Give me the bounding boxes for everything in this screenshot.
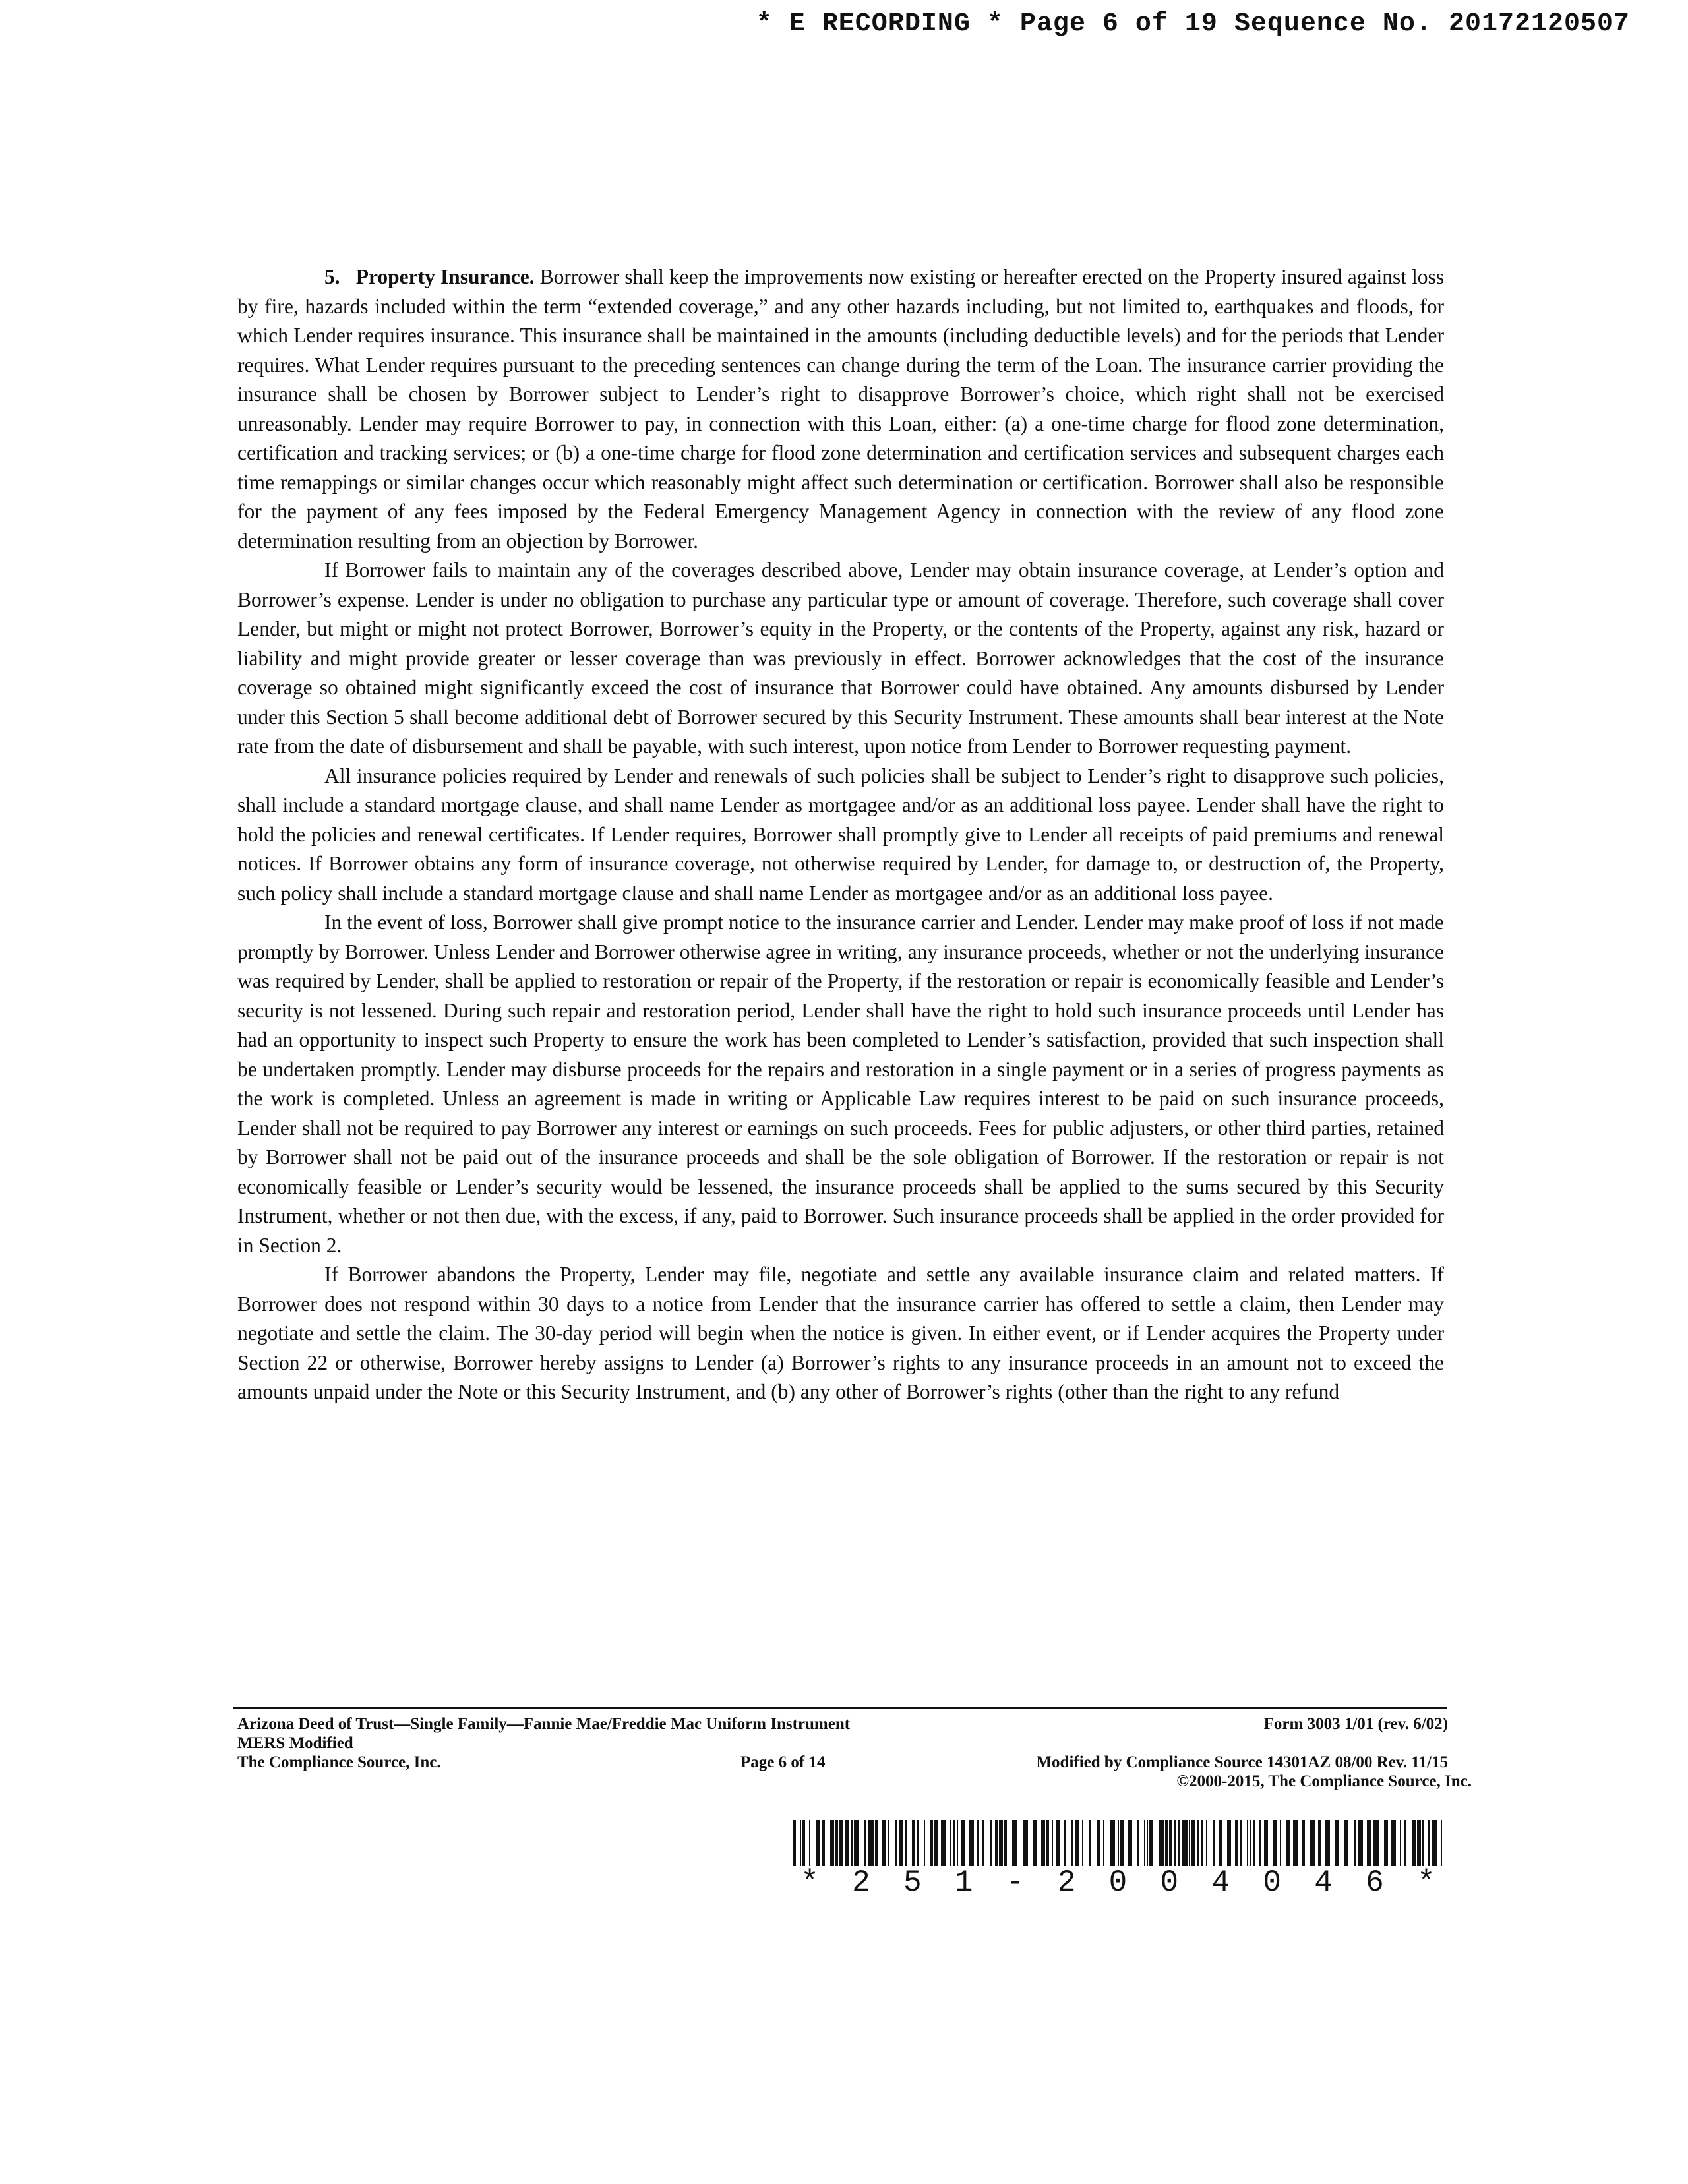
barcode-bar	[1286, 1820, 1290, 1866]
barcode-bar	[1250, 1820, 1251, 1866]
barcode-bar	[1120, 1820, 1124, 1866]
barcode-bar	[1201, 1820, 1203, 1866]
barcode-bar	[924, 1820, 925, 1866]
barcode-bar	[854, 1820, 859, 1866]
barcode-bar	[839, 1820, 843, 1866]
barcode-bar	[888, 1820, 889, 1866]
barcode-bar	[1189, 1820, 1190, 1866]
barcode-char: 1	[954, 1866, 973, 1900]
paragraph-4: In the event of loss, Borrower shall give prompt notice to the insurance carrier and Lender. Lender may make proof of loss if not made promptly by Borrower. Unless Lender and Borrower otherwise agree in writing, any insurance proceeds, whether or not the underlying insurance was required by Lender, shall be applied to restoration or repair of the Property, if the restoration or repair is economically feasible and Lender’s security is not lessened. During such repair and restoration period, Lender shall have the right to hold such insurance proceeds until Lender has had an opportunity to inspect such Property to ensure the work has been completed to Lender’s satisfaction, provided that such inspection shall be undertaken promptly. Lender may disburse proceeds for the repairs and restoration in a single payment or in a series of progress payments as the work is completed. Unless an agreement is made in writing or Applicable Law requires interest to be paid on such insurance proceeds, Lender shall not be required to pay Borrower any interest or earnings on such proceeds. Fees for public adjusters, or other third parties, retained by Borrower shall not be paid out of the insurance proceeds and shall be the sole obligation of Borrower. If the restoration or repair is not economically feasible or Lender’s security would be lessened, the insurance proceeds shall be applied to the sums secured by this Security Instrument, whether or not then due, with the excess, if any, paid to Borrower. Such insurance proceeds shall be applied in the order provided for in Section 2.	[237, 911, 1444, 1257]
barcode-bar	[957, 1820, 958, 1866]
barcode-bar	[1012, 1820, 1017, 1866]
barcode-bar	[941, 1820, 946, 1866]
barcode-bar	[845, 1820, 849, 1866]
paragraph-1-text: Borrower shall keep the improvements now existing or hereafter erected on the Property insured against loss by fire, hazards included within the term “extended coverage,” and any other hazards including, but not limited to, earthquakes and floods, for which Lender requires insurance. This insurance shall be maintained in the amounts (including deductible levels) and for the periods that Lender requires. What Lender requires pursuant to the preceding sentences can change during the term of the Loan. The insurance carrier providing the insurance shall be chosen by Borrower subject to Lender’s right to disapprove Borrower’s choice, which right shall not be exercised unreasonably. Lender may require Borrower to pay, in connection with this Loan, either: (a) a one-time charge for flood zone determination, certification and tracking services; or (b) a one-time charge for flood zone determination and certification services and subsequent charges each time remappings or similar changes occur which reasonably might affect such determination or certification. Borrower shall also be responsible for the payment of any fees imposed by the Federal Emergency Management Agency in connection with the review of any flood zone determination resulting from an objection by Borrower.	[237, 265, 1445, 553]
barcode-bar	[1384, 1820, 1388, 1866]
barcode-char: 0	[1160, 1866, 1179, 1900]
barcode-bar	[961, 1820, 965, 1866]
barcode-bar	[835, 1820, 838, 1866]
barcode-bar	[882, 1820, 886, 1866]
document-body	[237, 262, 1444, 1407]
barcode-bar	[895, 1820, 897, 1866]
barcode-bar	[802, 1820, 805, 1866]
footer-divider	[233, 1707, 1447, 1709]
barcode-bar	[912, 1820, 915, 1866]
barcode-bar	[995, 1820, 998, 1866]
barcode-bar	[1165, 1820, 1168, 1866]
barcode-bar	[864, 1820, 866, 1866]
barcode-char: -	[1006, 1866, 1025, 1900]
barcode-bar	[1128, 1820, 1132, 1866]
footer-modified-by: Modified by Compliance Source 14301AZ 08/00 Rev. 11/15	[1036, 1753, 1448, 1771]
barcode-bar	[1174, 1820, 1176, 1866]
barcode-bar	[1344, 1820, 1348, 1866]
barcode-bar	[1033, 1820, 1037, 1866]
barcode-char: 0	[1263, 1866, 1281, 1900]
barcode-bar	[934, 1820, 938, 1866]
barcode-bar	[1318, 1820, 1321, 1866]
barcode-bar	[1118, 1820, 1119, 1866]
barcode-bar	[1422, 1820, 1424, 1866]
barcode-char: 0	[1108, 1866, 1128, 1900]
barcode-bar	[1293, 1820, 1298, 1866]
barcode-bar	[875, 1820, 878, 1866]
barcode-bar	[793, 1820, 796, 1866]
barcode-bar	[1041, 1820, 1045, 1866]
barcode-bar	[1004, 1820, 1007, 1866]
barcode-bar	[1354, 1820, 1356, 1866]
barcode-human-readable	[793, 1865, 1443, 1900]
barcode-bar	[1023, 1820, 1028, 1866]
section-title: Property Insurance.	[355, 265, 535, 288]
barcode-bar	[977, 1820, 979, 1866]
barcode-bar	[1191, 1820, 1195, 1866]
barcode-bar	[822, 1820, 825, 1866]
barcode-bar	[1169, 1820, 1172, 1866]
barcode-bar	[1052, 1820, 1053, 1866]
barcode-bar	[1213, 1820, 1215, 1866]
barcode-bar	[1412, 1820, 1416, 1866]
barcode-bar	[1235, 1820, 1238, 1866]
barcode-bar	[1182, 1820, 1188, 1866]
barcode-bar	[1428, 1820, 1430, 1866]
barcode-bar	[816, 1820, 820, 1866]
barcode-bar	[1159, 1820, 1164, 1866]
barcode-bar	[1075, 1820, 1079, 1866]
footer-copyright: ©2000-2015, The Compliance Source, Inc.	[1176, 1773, 1472, 1790]
paragraph-3: All insurance policies required by Lender and renewals of such policies shall be subject to Lender’s right to disapprove such policies, shall include a standard mortgage clause, and shall name Lender as mortgagee and/or as an additional loss payee. Lender shall have the right to hold the policies and renewal certificates. If Lender requires, Borrower shall promptly give to Lender all receipts of paid premiums and renewal notices. If Borrower obtains any form of insurance coverage, not otherwise required by Lender, for damage to, or destruction of, the Property, such policy shall include a standard mortgage clause and shall name Lender as mortgagee and/or as an additional loss payee.	[237, 764, 1444, 905]
barcode-bar	[1253, 1820, 1255, 1866]
barcode-bar	[1367, 1820, 1371, 1866]
barcode-char: 4	[1211, 1866, 1230, 1900]
barcode-bar	[950, 1820, 951, 1866]
barcode-bar	[969, 1820, 974, 1866]
barcode-bar	[1071, 1820, 1073, 1866]
barcode-bar	[1082, 1820, 1083, 1866]
barcode-char: 4	[1314, 1866, 1333, 1900]
paragraph-5: If Borrower abandons the Property, Lender may file, negotiate and settle any available insurance claim and related matters. If Borrower does not respond within 30 days to a notice from Lender that the insurance carrier has offered to settle a claim, then Lender may negotiate and settle the claim. The 30-day period will begin when the notice is given. In either event, or if Lender acquires the Property under Section 22 or otherwise, Borrower hereby assigns to Lender (a) Borrower’s rights to any insurance proceeds in an amount not to exceed the amounts unpaid under the Note or this Security Instrument, and (b) any other of Borrower’s rights (other than the right to any refund	[237, 1263, 1444, 1403]
barcode-bar	[1227, 1820, 1231, 1866]
footer-mers: MERS Modified	[237, 1734, 353, 1752]
barcode-bar	[1097, 1820, 1100, 1866]
barcode-bar	[982, 1820, 984, 1866]
barcode-bar	[899, 1820, 903, 1866]
paragraph-1	[237, 262, 1444, 556]
barcode-bar	[1144, 1820, 1145, 1866]
barcode-bar	[1259, 1820, 1261, 1866]
footer-company: The Compliance Source, Inc.	[237, 1753, 441, 1771]
barcode-bar	[851, 1820, 853, 1866]
barcode-bar	[800, 1820, 801, 1866]
footer-form-number: Form 3003 1/01 (rev. 6/02)	[1263, 1715, 1448, 1733]
barcode-bar	[1325, 1820, 1330, 1866]
barcode-char: 2	[852, 1866, 870, 1900]
barcode-bar	[1137, 1820, 1139, 1866]
barcode-bar	[1417, 1820, 1421, 1866]
footer-instrument-title: Arizona Deed of Trust—Single Family—Fannie Mae/Freddie Mac Uniform Instrument	[237, 1715, 851, 1733]
barcode-bar	[1335, 1820, 1339, 1866]
barcode-bar	[953, 1820, 955, 1866]
barcode-bar	[930, 1820, 933, 1866]
barcode-bar	[1046, 1820, 1049, 1866]
recording-header: * E RECORDING * Page 6 of 19 Sequence No. 20172120507	[756, 9, 1630, 39]
barcode-bar	[1264, 1820, 1268, 1866]
barcode-bar	[1110, 1820, 1115, 1866]
barcode-bar	[1273, 1820, 1277, 1866]
barcode-bar	[917, 1820, 919, 1866]
paragraph-2: If Borrower fails to maintain any of the coverages described above, Lender may obtain insurance coverage, at Lender’s option and Borrower’s expense. Lender is under no obligation to purchase any particular type or amount of coverage. Therefore, such coverage shall cover Lender, but might or might not protect Borrower, Borrower’s equity in the Property, or the contents of the Property, against any risk, hazard or liability and might provide greater or lesser coverage than was previously in effect. Borrower acknowledges that the cost of the insurance coverage so obtained might significantly exceed the cost of insurance that Borrower could have obtained. Any amounts disbursed by Lender under this Section 5 shall become additional debt of Borrower secured by this Security Instrument. These amounts shall bear interest at the Note rate from the date of disbursement and shall be payable, with such interest, upon notice from Lender to Borrower requesting payment.	[237, 559, 1444, 758]
barcode-bar	[1197, 1820, 1199, 1866]
barcode-bar	[1310, 1820, 1315, 1866]
barcode-bar	[1280, 1820, 1281, 1866]
barcode-bar	[1441, 1820, 1442, 1866]
barcode-bar	[809, 1820, 810, 1866]
barcode-bar	[1373, 1820, 1379, 1866]
barcode-bar	[1404, 1820, 1406, 1866]
barcode-bar	[1358, 1820, 1363, 1866]
section-number: 5.	[324, 265, 340, 288]
barcode-bar	[1147, 1820, 1148, 1866]
barcode-bar	[1240, 1820, 1242, 1866]
barcode-char: *	[1417, 1866, 1435, 1900]
barcode-bar	[830, 1820, 834, 1866]
barcode-bar	[990, 1820, 992, 1866]
barcode-char: 6	[1366, 1866, 1384, 1900]
barcode-bar	[1391, 1820, 1396, 1866]
barcode-bar	[1247, 1820, 1248, 1866]
footer-page-number: Page 6 of 14	[740, 1753, 826, 1771]
barcode-bar	[1064, 1820, 1066, 1866]
barcode-bar	[905, 1820, 907, 1866]
barcode-bar	[1206, 1820, 1207, 1866]
barcode-bar	[1089, 1820, 1091, 1866]
barcode-char: *	[800, 1866, 819, 1900]
barcode-bar	[1400, 1820, 1401, 1866]
barcode-char: 2	[1057, 1866, 1076, 1900]
footer	[237, 1714, 1472, 1813]
barcode-bar	[1149, 1820, 1153, 1866]
barcode-bar	[1056, 1820, 1060, 1866]
barcode-bar	[1432, 1820, 1437, 1866]
barcode-bar	[1178, 1820, 1180, 1866]
barcode-bar	[1302, 1820, 1305, 1866]
barcode-char: 5	[903, 1866, 922, 1900]
barcode-bar	[999, 1820, 1003, 1866]
barcode-bar	[868, 1820, 874, 1866]
barcode-bar	[1219, 1820, 1222, 1866]
barcode-bar	[1103, 1820, 1104, 1866]
